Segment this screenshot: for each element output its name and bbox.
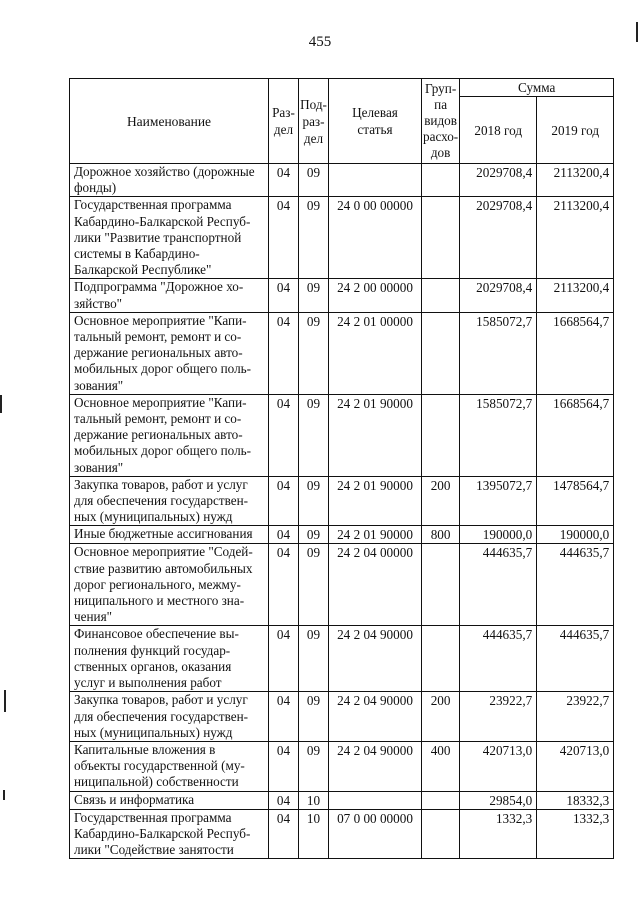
cell-group: 200 [422, 476, 460, 526]
cell-podrazdel: 09 [299, 476, 329, 526]
cell-name: Государственная программа Кабардино-Балкарской Респуб- лики "Развитие транспортной системы в Кабардино- Балкарской Республике" [70, 197, 269, 279]
cell-name: Основное мероприятие "Капи- тальный ремонт, ремонт и со- держание региональных авто- мобильных дорог общего поль- зования" [70, 394, 269, 476]
cell-name: Закупка товаров, работ и услуг для обеспечения государствен- ных (муниципальных) нужд [70, 692, 269, 742]
cell-sum-2019: 1478564,7 [537, 476, 614, 526]
cell-sum-2018: 29854,0 [460, 791, 537, 809]
cell-razdel: 04 [269, 544, 299, 626]
cell-sum-2019: 1332,3 [537, 809, 614, 859]
table-row [70, 279, 614, 312]
cell-group [422, 164, 460, 197]
cell-target: 24 2 01 90000 [329, 526, 422, 544]
cell-group [422, 279, 460, 312]
cell-podrazdel: 09 [299, 164, 329, 197]
cell-group [422, 809, 460, 859]
table-row [70, 197, 614, 279]
header-year-2019: 2019 год [537, 97, 614, 164]
cell-target [329, 164, 422, 197]
cell-sum-2018: 1585072,7 [460, 394, 537, 476]
cell-group [422, 791, 460, 809]
header-name: Наименование [70, 79, 269, 164]
cell-name: Иные бюджетные ассигнования [70, 526, 269, 544]
header-sum: Сумма [460, 79, 614, 97]
cell-podrazdel: 09 [299, 741, 329, 791]
table-row [70, 526, 614, 544]
cell-sum-2018: 2029708,4 [460, 164, 537, 197]
cell-razdel: 04 [269, 476, 299, 526]
cell-sum-2019: 444635,7 [537, 626, 614, 692]
cell-name: Капитальные вложения в объекты государственной (му- ниципальной) собственности [70, 741, 269, 791]
cell-name: Подпрограмма "Дорожное хо- зяйство" [70, 279, 269, 312]
cell-sum-2019: 1668564,7 [537, 394, 614, 476]
cell-sum-2019: 2113200,4 [537, 279, 614, 312]
cell-group [422, 394, 460, 476]
cell-sum-2018: 1585072,7 [460, 312, 537, 394]
table-row [70, 791, 614, 809]
budget-table [69, 78, 614, 859]
cell-target: 24 2 04 90000 [329, 692, 422, 742]
cell-sum-2019: 1668564,7 [537, 312, 614, 394]
cell-target: 24 2 04 00000 [329, 544, 422, 626]
cell-name: Государственная программа Кабардино-Балкарской Респуб- лики "Содействие занятости [70, 809, 269, 859]
cell-podrazdel: 09 [299, 279, 329, 312]
table-row [70, 626, 614, 692]
cell-group [422, 312, 460, 394]
cell-name: Финансовое обеспечение вы- полнения функций государ- ственных органов, оказания услуг и выполнения работ [70, 626, 269, 692]
cell-razdel: 04 [269, 279, 299, 312]
table-row [70, 544, 614, 626]
table-row [70, 312, 614, 394]
cell-sum-2019: 2113200,4 [537, 164, 614, 197]
page-number: 455 [308, 34, 332, 50]
cell-razdel: 04 [269, 526, 299, 544]
cell-razdel: 04 [269, 197, 299, 279]
cell-group [422, 197, 460, 279]
cell-target: 07 0 00 00000 [329, 809, 422, 859]
table-row [70, 476, 614, 526]
cell-podrazdel: 09 [299, 197, 329, 279]
table-row [70, 164, 614, 197]
cell-group [422, 544, 460, 626]
cell-sum-2018: 2029708,4 [460, 279, 537, 312]
table-body [70, 164, 614, 859]
cell-target: 24 2 00 00000 [329, 279, 422, 312]
cell-sum-2018: 1332,3 [460, 809, 537, 859]
cell-podrazdel: 09 [299, 394, 329, 476]
cell-sum-2018: 190000,0 [460, 526, 537, 544]
scan-mark-top-right [636, 22, 638, 42]
cell-razdel: 04 [269, 394, 299, 476]
cell-sum-2018: 1395072,7 [460, 476, 537, 526]
header-podrazdel: Под- раз- дел [299, 79, 329, 164]
cell-group: 400 [422, 741, 460, 791]
cell-razdel: 04 [269, 164, 299, 197]
cell-podrazdel: 10 [299, 791, 329, 809]
cell-group: 200 [422, 692, 460, 742]
cell-sum-2019: 420713,0 [537, 741, 614, 791]
cell-podrazdel: 09 [299, 626, 329, 692]
cell-target: 24 2 01 00000 [329, 312, 422, 394]
cell-target: 24 2 01 90000 [329, 476, 422, 526]
header-target: Целевая статья [329, 79, 422, 164]
scan-mark-left-2 [4, 690, 6, 712]
cell-razdel: 04 [269, 312, 299, 394]
cell-group [422, 626, 460, 692]
cell-sum-2018: 23922,7 [460, 692, 537, 742]
cell-target: 24 0 00 00000 [329, 197, 422, 279]
cell-name: Основное мероприятие "Содей- ствие развитию автомобильных дорог регионального, межму- ниципального и местного зна- чения" [70, 544, 269, 626]
cell-sum-2019: 2113200,4 [537, 197, 614, 279]
table-row [70, 692, 614, 742]
cell-razdel: 04 [269, 791, 299, 809]
cell-razdel: 04 [269, 809, 299, 859]
cell-podrazdel: 09 [299, 312, 329, 394]
cell-razdel: 04 [269, 692, 299, 742]
cell-target: 24 2 04 90000 [329, 741, 422, 791]
cell-podrazdel: 09 [299, 692, 329, 742]
cell-name: Дорожное хозяйство (дорожные фонды) [70, 164, 269, 197]
cell-razdel: 04 [269, 626, 299, 692]
cell-sum-2019: 444635,7 [537, 544, 614, 626]
cell-group: 800 [422, 526, 460, 544]
cell-name: Связь и информатика [70, 791, 269, 809]
cell-sum-2019: 18332,3 [537, 791, 614, 809]
table-row [70, 394, 614, 476]
cell-sum-2018: 420713,0 [460, 741, 537, 791]
cell-sum-2019: 23922,7 [537, 692, 614, 742]
table-row [70, 809, 614, 859]
cell-sum-2018: 444635,7 [460, 626, 537, 692]
cell-name: Закупка товаров, работ и услуг для обеспечения государствен- ных (муниципальных) нужд [70, 476, 269, 526]
cell-sum-2018: 2029708,4 [460, 197, 537, 279]
scan-mark-left-3 [3, 790, 5, 800]
cell-target: 24 2 01 90000 [329, 394, 422, 476]
cell-razdel: 04 [269, 741, 299, 791]
cell-podrazdel: 10 [299, 809, 329, 859]
cell-name: Основное мероприятие "Капи- тальный ремонт, ремонт и со- держание региональных авто- мобильных дорог общего поль- зования" [70, 312, 269, 394]
header-group: Груп- па видов расхо- дов [422, 79, 460, 164]
cell-podrazdel: 09 [299, 544, 329, 626]
scan-mark-left-1 [0, 395, 2, 413]
cell-target [329, 791, 422, 809]
header-razdel: Раз- дел [269, 79, 299, 164]
cell-podrazdel: 09 [299, 526, 329, 544]
cell-target: 24 2 04 90000 [329, 626, 422, 692]
cell-sum-2019: 190000,0 [537, 526, 614, 544]
cell-sum-2018: 444635,7 [460, 544, 537, 626]
table-row [70, 741, 614, 791]
header-year-2018: 2018 год [460, 97, 537, 164]
